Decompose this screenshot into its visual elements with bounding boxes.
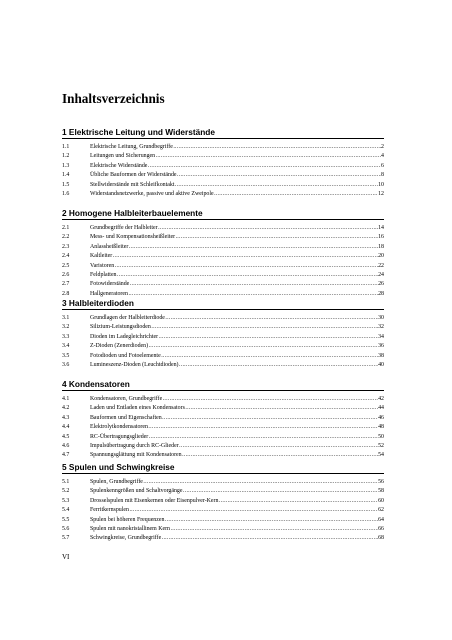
toc-entry-page: 22 [378,262,384,269]
toc-entry [62,414,384,423]
toc-entry-number: 2.8 [62,290,70,297]
chapter-entries [62,224,384,299]
toc-entry-title: Fotodioden und Fotoelemente [90,352,161,359]
toc-entry-title: Kaltleiter [90,253,113,260]
toc-leader-dots [214,190,378,199]
toc-entry [62,252,384,261]
toc-entry-title: RC-Übertragungsglieder [90,433,149,440]
toc-leader-dots [175,181,378,190]
toc-entry-number: 4.4 [62,424,70,431]
toc-leader-dots [163,395,378,404]
toc-entry [62,333,384,342]
toc-entry [62,516,384,525]
toc-entry-title: Drosselspulen mit Eisenkernen oder Eisenpulver-Kern [90,497,219,504]
chapter-entries [62,478,384,544]
toc-entry-page: 12 [378,190,384,197]
toc-entry-page: 68 [378,535,384,542]
toc-entry-page: 40 [378,361,384,368]
chapter-4 [62,379,384,461]
toc-entry-page: 34 [378,333,384,340]
toc-leader-dots [176,233,378,242]
chapter-3 [62,298,384,370]
toc-leader-dots [173,143,380,152]
toc-entry-number: 4.6 [62,442,70,449]
toc-entry-title: Impulsübertragung durch RC-Glieder [90,442,179,449]
chapter-entries [62,314,384,370]
toc-entry-title: Grundlagen der Halbleiterdiode [90,315,165,321]
toc-entry [62,171,384,180]
toc-entry-title: Laden und Entladen eines Kondensators [90,405,185,412]
toc-leader-dots [148,162,381,171]
toc-entry-number: 5.1 [62,479,70,485]
toc-entry-title: Spulen, Grundbegriffe [90,479,143,485]
toc-entry [62,271,384,280]
toc-leader-dots [130,280,378,289]
toc-entry-page: 32 [378,324,384,331]
toc-entry-title: Schwingkreise, Grundbegriffe [90,535,162,542]
toc-entry [62,262,384,271]
toc-entry-number: 2.7 [62,281,70,288]
toc-entry-title: Silizium-Leistungsdioden [90,324,151,331]
toc-leader-dots [171,525,378,534]
toc-leader-dots [162,534,378,543]
chapter-entries [62,143,384,199]
toc-leader-dots [182,451,377,460]
toc-entry-number: 2.6 [62,271,70,278]
toc-entry-number: 5.3 [62,497,70,504]
toc-entry-number: 3.1 [62,315,70,321]
toc-entry-page: 54 [378,452,384,459]
toc-entry [62,451,384,460]
toc-leader-dots [179,361,378,370]
toc-entry-title: Elektrolytkondensatoren [90,424,148,431]
toc-entry-number: 1.1 [62,144,70,150]
toc-entry-number: 4.3 [62,414,70,421]
toc-entry-page: 10 [378,181,384,188]
toc-entry [62,233,384,242]
toc-entry-page: 38 [378,352,384,359]
toc-entry-number: 1.4 [62,172,70,179]
toc-entry-number: 3.3 [62,333,70,340]
toc-entry-title: Grundbegriffe der Halbleiter [90,225,158,231]
chapter-title: 5 Spulen und Schwingkreise [62,462,384,474]
toc-entry-title: Spulenkenngrößen und Schaltvorgänge [90,488,183,495]
toc-entry [62,404,384,413]
toc-entry-number: 3.5 [62,352,70,359]
toc-entry-page: 16 [378,234,384,241]
toc-entry-number: 2.5 [62,262,70,269]
toc-leader-dots [143,478,377,487]
toc-leader-dots [185,404,377,413]
toc-entry-title: Anlassheißleiter [90,243,129,250]
toc-leader-dots [161,352,377,361]
toc-entry-number: 5.5 [62,516,70,523]
chapter-title: 2 Homogene Halbleiterbauelemente [62,208,384,220]
toc-entry-page: 2 [381,144,384,150]
toc-entry-page: 20 [378,253,384,260]
toc-entry [62,534,384,543]
toc-entry-title: Kondensatoren, Grundbegriffe [90,396,163,402]
toc-entry-page: 18 [378,243,384,250]
toc-leader-dots [179,442,377,451]
toc-entry-page: 58 [378,488,384,495]
toc-entry [62,433,384,442]
toc-entry-title: Bauformen und Eigenschaften [90,414,162,421]
toc-leader-dots [113,252,378,261]
toc-entry-page: 60 [378,497,384,504]
toc-entry-page: 36 [378,343,384,350]
toc-entry-page: 46 [378,414,384,421]
toc-entry [62,152,384,161]
toc-leader-dots [149,342,378,351]
chapter-title: 4 Kondensatoren [62,379,384,391]
page-title: Inhaltsverzeichnis [62,91,165,106]
toc-entry-page: 66 [378,525,384,532]
toc-entry-title: Feldplatten [90,271,117,278]
toc-entry [62,162,384,171]
toc-leader-dots [183,487,378,496]
toc-leader-dots [159,333,378,342]
toc-entry-number: 4.1 [62,396,70,402]
toc-entry [62,525,384,534]
toc-entry-page: 42 [378,396,384,402]
toc-entry-number: 3.6 [62,361,70,368]
toc-leader-dots [162,414,377,423]
toc-entry [62,478,384,487]
toc-entry [62,395,384,404]
toc-entry-page: 62 [378,507,384,514]
toc-entry-page: 64 [378,516,384,523]
toc-entry [62,442,384,451]
toc-entry-title: Z-Dioden (Zenerdioden) [90,343,149,350]
toc-leader-dots [165,314,377,323]
chapter-5 [62,462,384,544]
toc-entry [62,243,384,252]
chapter-entries [62,395,384,461]
toc-entry-number: 2.3 [62,243,70,250]
toc-entry-number: 5.2 [62,488,70,495]
toc-entry-title: Ferritkernspulen [90,507,129,514]
toc-entry-number: 5.6 [62,525,70,532]
toc-leader-dots [148,423,377,432]
toc-entry-title: Spannungsglättung mit Kondensatoren [90,452,182,459]
toc-entry-number: 4.5 [62,433,70,440]
toc-entry-title: Spulen mit nanokristallinem Kern [90,525,171,532]
toc-entry-page: 28 [378,290,384,297]
toc-entry [62,361,384,370]
toc-leader-dots [117,271,378,280]
toc-entry [62,314,384,323]
toc-entry [62,190,384,199]
toc-entry [62,506,384,515]
toc-entry [62,224,384,233]
toc-entry-page: 52 [378,442,384,449]
toc-entry-title: Widerstandsnetzwerke, passive und aktive Zweipole [90,190,214,197]
toc-entry [62,352,384,361]
toc-entry-title: Elektrische Leitung, Grundbegriffe [90,144,173,150]
toc-entry-page: 14 [378,225,384,231]
toc-entry-title: Varistoren [90,262,115,269]
toc-entry [62,323,384,332]
chapter-title: 3 Halbleiterdioden [62,298,384,310]
toc-entry-number: 5.4 [62,507,70,514]
toc-entry-page: 8 [381,172,384,179]
toc-entry-number: 3.4 [62,343,70,350]
toc-entry-title: Elektrische Widerstände [90,162,148,169]
toc-entry [62,280,384,289]
toc-entry-page: 48 [378,424,384,431]
toc-leader-dots [177,171,381,180]
toc-leader-dots [165,516,378,525]
toc-entry-page: 24 [378,271,384,278]
toc-leader-dots [129,243,378,252]
toc-entry-number: 3.2 [62,324,70,331]
toc-entry-number: 5.7 [62,535,70,542]
toc-entry-page: 50 [378,433,384,440]
toc-entry-number: 2.1 [62,225,70,231]
chapter-title: 1 Elektrische Leitung und Widerstände [62,127,384,139]
toc-entry-page: 30 [378,315,384,321]
chapter-1 [62,127,384,199]
toc-leader-dots [115,262,378,271]
toc-leader-dots [219,497,378,506]
toc-leader-dots [156,152,381,161]
toc-entry-title: Lumineszenz-Dioden (Leuchtdioden) [90,361,179,368]
toc-entry [62,342,384,351]
chapter-2 [62,208,384,299]
toc-entry-page: 6 [381,162,384,169]
toc-leader-dots [149,433,378,442]
toc-entry-number: 2.2 [62,234,70,241]
toc-entry-number: 1.5 [62,181,70,188]
toc-entry-page: 56 [378,479,384,485]
toc-entry-page: 4 [381,153,384,160]
toc-entry-title: Hallgeneratoren [90,290,128,297]
toc-leader-dots [158,224,378,233]
toc-entry-title: Fotowiderstände [90,281,130,288]
toc-entry-page: 26 [378,281,384,288]
toc-entry-title: Dioden im Ladegleichrichter [90,333,159,340]
toc-entry [62,487,384,496]
toc-entry-title: Übliche Bauformen der Widerstände [90,172,177,179]
toc-entry [62,497,384,506]
toc-entry-number: 4.2 [62,405,70,412]
toc-entry-title: Leitungen und Sicherungen [90,153,156,160]
toc-entry-title: Spulen bei höheren Frequenzen [90,516,165,523]
toc-entry [62,181,384,190]
page-number: VI [62,553,70,561]
toc-leader-dots [151,323,377,332]
toc-entry-title: Stellwiderstände mit Schleifkontakt [90,181,175,188]
toc-entry-number: 2.4 [62,253,70,260]
toc-entry [62,423,384,432]
toc-entry [62,143,384,152]
toc-entry-number: 1.3 [62,162,70,169]
toc-entry-number: 1.2 [62,153,70,160]
toc-entry-page: 44 [378,405,384,412]
toc-leader-dots [129,506,377,515]
toc-entry-number: 4.7 [62,452,70,459]
toc-entry-number: 1.6 [62,190,70,197]
toc-entry-title: Mess- und Kompensationsheißleiter [90,234,176,241]
